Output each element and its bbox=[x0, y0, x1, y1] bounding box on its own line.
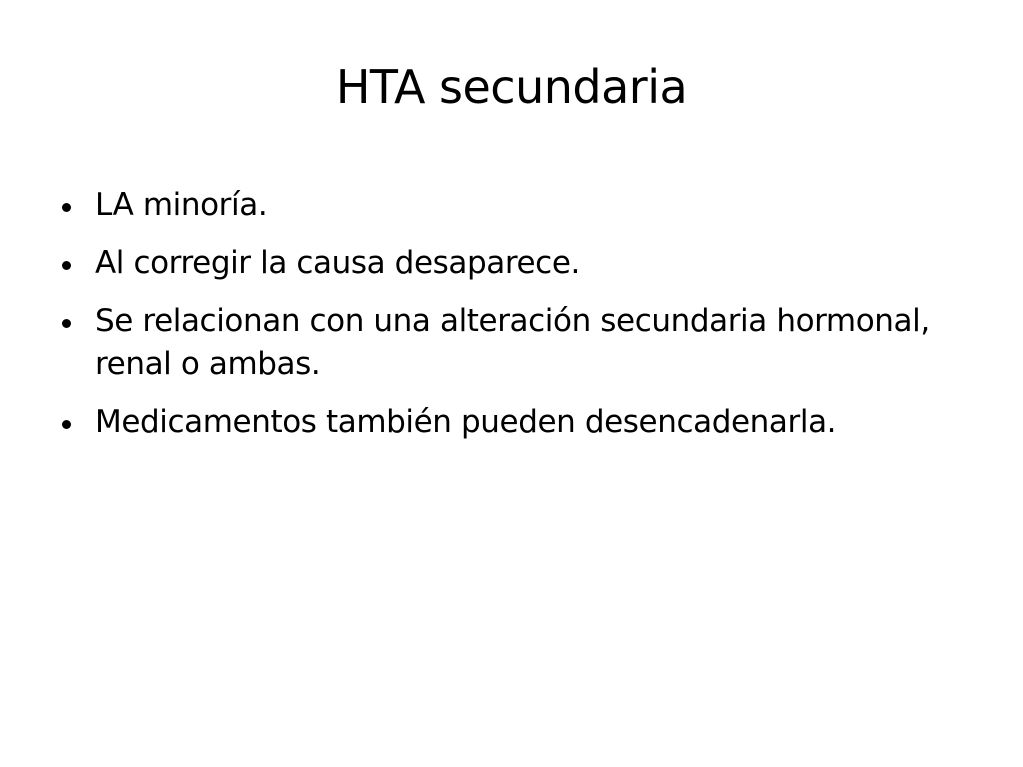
bullet-item bbox=[60, 300, 960, 386]
bullet-item bbox=[60, 401, 960, 444]
bullet-dot-icon bbox=[62, 319, 71, 328]
bullet-text: Se relacionan con una alteración secundaria hormonal, renal o ambas. bbox=[95, 303, 930, 382]
bullet-item bbox=[60, 242, 960, 285]
bullet-text: LA minoría. bbox=[95, 187, 268, 223]
bullet-list bbox=[60, 184, 960, 459]
bullet-dot-icon bbox=[62, 420, 71, 429]
slide-title: HTA secundaria bbox=[335, 60, 688, 114]
bullet-text: Al corregir la causa desaparece. bbox=[95, 245, 580, 281]
bullet-item bbox=[60, 184, 960, 227]
bullet-dot-icon bbox=[62, 261, 71, 270]
bullet-text: Medicamentos también pueden desencadenarla. bbox=[95, 404, 837, 440]
bullet-dot-icon bbox=[62, 203, 71, 212]
